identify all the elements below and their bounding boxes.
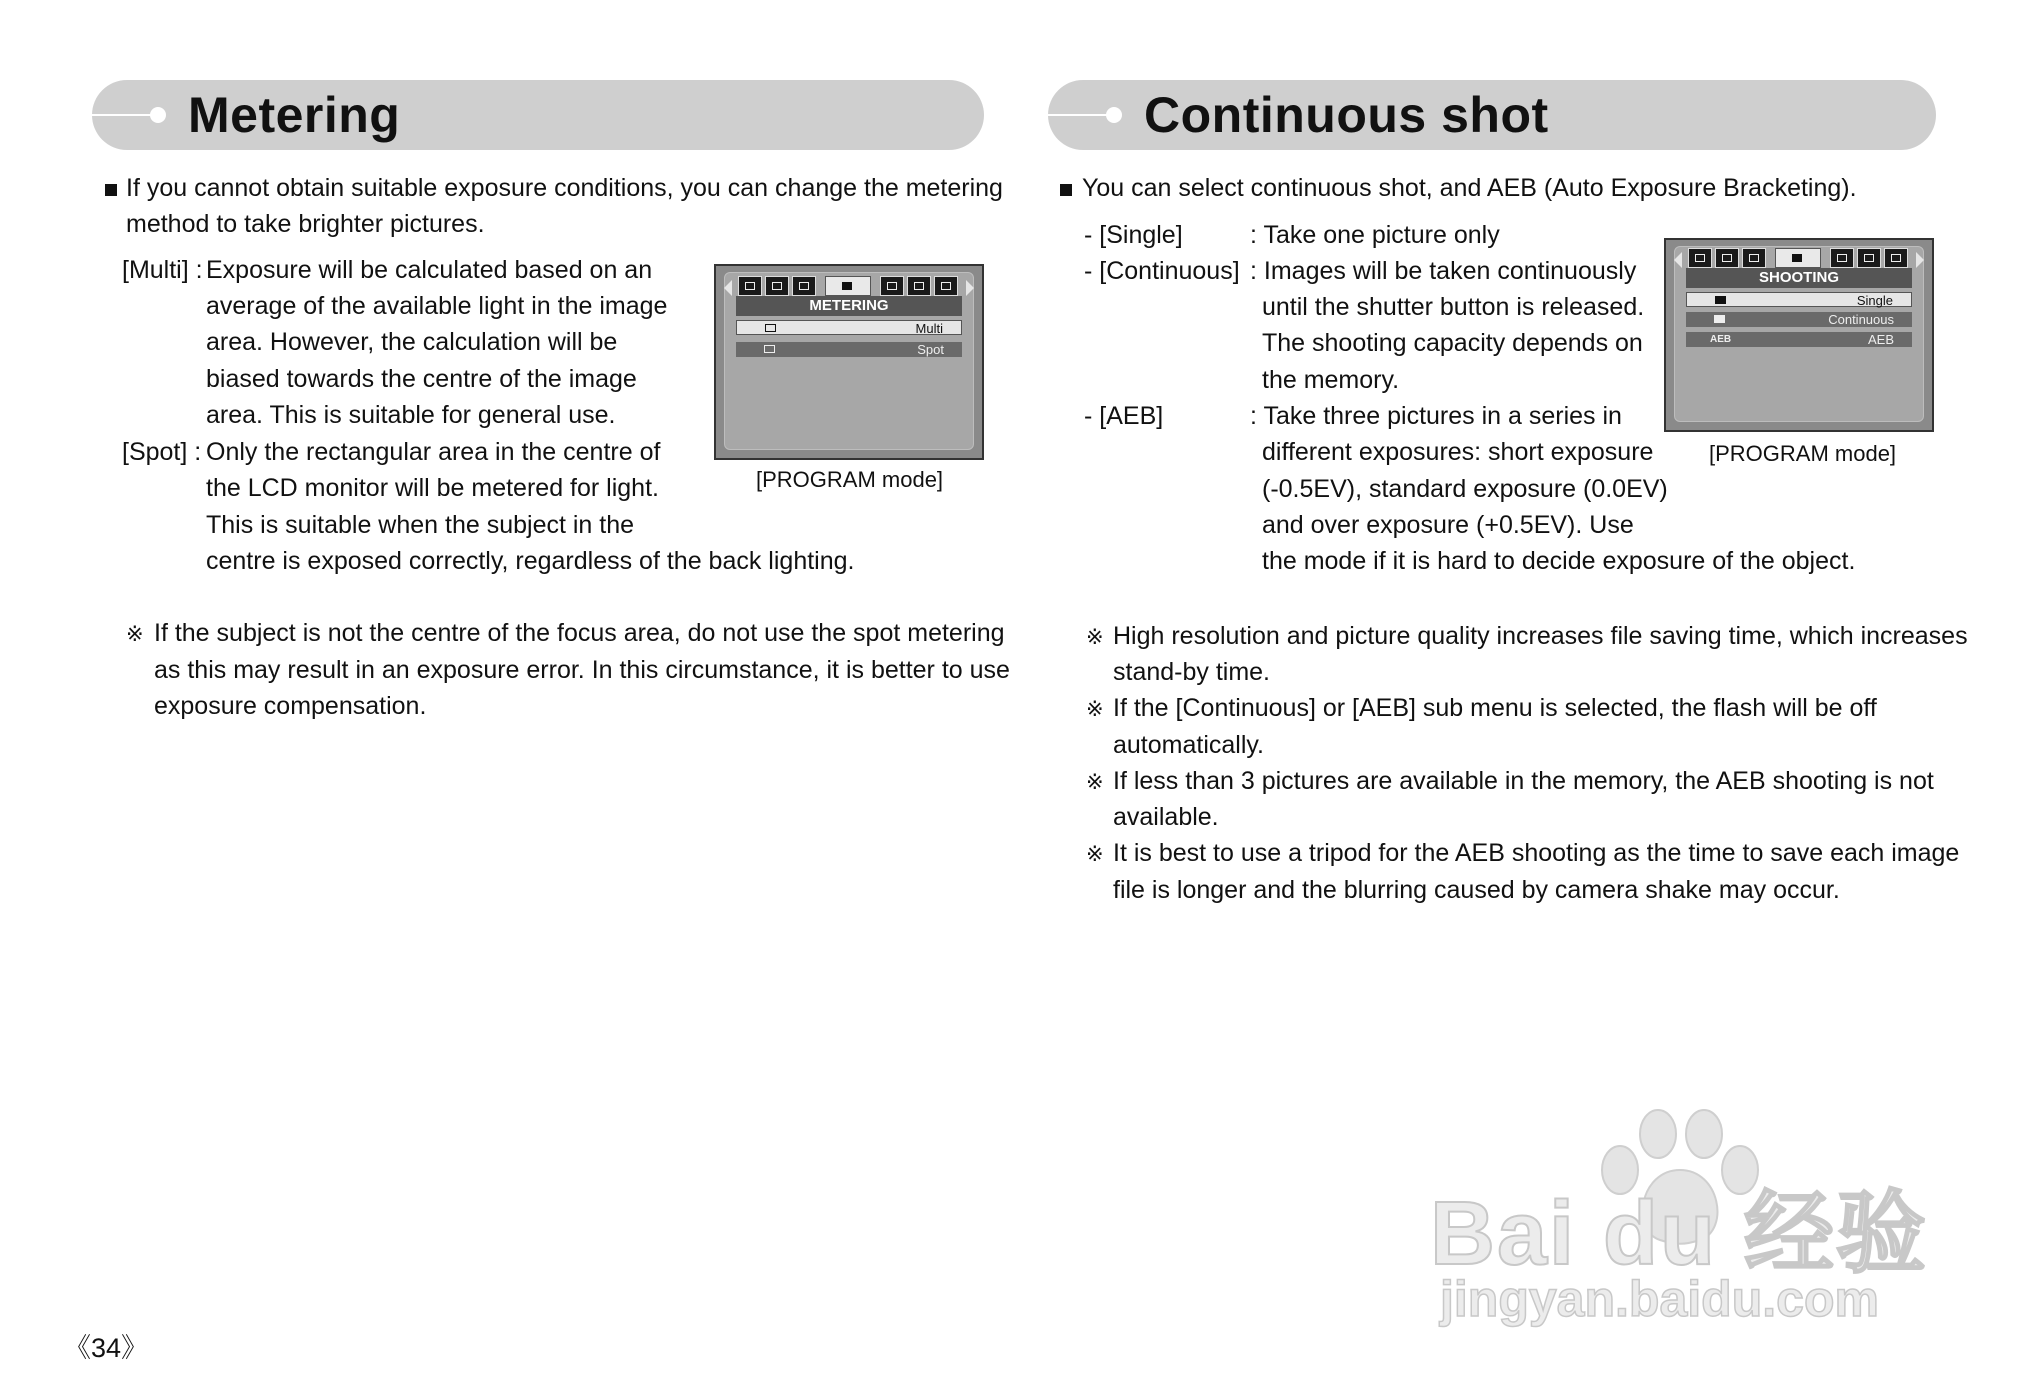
note-line: If less than 3 pictures are available in the memory, the AEB shooting is not bbox=[1113, 767, 1934, 795]
quality-icon bbox=[792, 276, 816, 296]
spot-metering-icon bbox=[764, 345, 775, 353]
multi-line: Exposure will be calculated based on an bbox=[206, 256, 653, 284]
continuous-line: until the shutter button is released. bbox=[1262, 293, 1645, 321]
exposure-icon bbox=[1884, 248, 1908, 268]
lcd-option-aeb bbox=[1686, 332, 1912, 347]
note-line: file is longer and the blurring caused by camera shake may occur. bbox=[1113, 876, 1840, 904]
intro-text: You can select continuous shot, and AEB (Auto Exposure Bracketing). bbox=[1082, 174, 1857, 202]
page-number: 《34》 bbox=[64, 1333, 149, 1363]
single-shot-icon bbox=[1715, 296, 1726, 304]
continuous-line: the memory. bbox=[1262, 366, 1400, 394]
lcd-menu-title: SHOOTING bbox=[1686, 268, 1912, 288]
menu-tab-icons bbox=[738, 276, 958, 296]
note-line: If the subject is not the centre of the focus area, do not use the spot metering bbox=[154, 619, 1005, 647]
multi-line: average of the available light in the image bbox=[206, 292, 668, 320]
intro-text: If you cannot obtain suitable exposure conditions, you can change the metering bbox=[126, 174, 1003, 202]
multi-line: biased towards the centre of the image bbox=[206, 365, 637, 393]
camera-mode-icon bbox=[738, 276, 762, 296]
note-line: exposure compensation. bbox=[154, 692, 427, 720]
lcd-caption: [PROGRAM mode] bbox=[1709, 441, 1897, 466]
metering-icon bbox=[825, 276, 871, 296]
note-line: automatically. bbox=[1113, 731, 1264, 759]
note-mark: ※ bbox=[1086, 625, 1104, 649]
aeb-line: : Take three pictures in a series in bbox=[1250, 402, 1622, 430]
aeb-line: (-0.5EV), standard exposure (0.0EV) bbox=[1262, 475, 1668, 503]
spot-line: This is suitable when the subject in the bbox=[206, 511, 635, 539]
header-dot bbox=[1106, 107, 1122, 123]
size-icon bbox=[1688, 248, 1712, 268]
single-text: : Take one picture only bbox=[1250, 221, 1500, 249]
spot-line: centre is exposed correctly, regardless of the back lighting. bbox=[206, 547, 855, 575]
multi-line: area. However, the calculation will be bbox=[206, 328, 618, 356]
quality-icon bbox=[1715, 248, 1739, 268]
option-label: Multi bbox=[915, 321, 943, 336]
continuous-line: : Images will be taken continuously bbox=[1250, 257, 1637, 285]
multi-line: area. This is suitable for general use. bbox=[206, 401, 616, 429]
wb-icon bbox=[934, 276, 958, 296]
aeb-line: the mode if it is hard to decide exposure of the object. bbox=[1262, 547, 1856, 575]
note-mark: ※ bbox=[1086, 770, 1104, 794]
spot-line: Only the rectangular area in the centre of bbox=[206, 438, 661, 466]
note-mark: ※ bbox=[126, 622, 144, 646]
continuous-label: - [Continuous] bbox=[1084, 257, 1240, 285]
aeb-line: and over exposure (+0.5EV). Use bbox=[1262, 511, 1634, 539]
spot-line: the LCD monitor will be metered for light. bbox=[206, 474, 659, 502]
watermark-logo-text: Bai du 经验 bbox=[1430, 1184, 1929, 1284]
intro-text: method to take brighter pictures. bbox=[126, 210, 485, 238]
header-dot bbox=[150, 107, 166, 123]
metering-icon bbox=[1742, 248, 1766, 268]
size-icon bbox=[765, 276, 789, 296]
metering-header bbox=[92, 80, 984, 150]
multi-metering-icon bbox=[765, 324, 776, 332]
lcd-option-spot bbox=[736, 342, 962, 357]
note-line: It is best to use a tripod for the AEB shooting as the time to save each image bbox=[1113, 839, 1960, 867]
shooting-lcd-screen bbox=[1664, 238, 1934, 432]
drive-icon bbox=[880, 276, 904, 296]
continuous-line: The shooting capacity depends on bbox=[1262, 329, 1643, 357]
lcd-option-single bbox=[1686, 292, 1912, 307]
aeb-label: - [AEB] bbox=[1084, 402, 1164, 430]
wb-icon bbox=[1857, 248, 1881, 268]
left-arrow-icon bbox=[1674, 252, 1682, 268]
option-label: Spot bbox=[917, 342, 944, 357]
aeb-icon: AEB bbox=[1710, 334, 1732, 345]
header-line bbox=[92, 114, 152, 116]
note-line: If the [Continuous] or [AEB] sub menu is selected, the flash will be off bbox=[1113, 694, 1877, 722]
metering-lcd-screen bbox=[714, 264, 984, 460]
option-label: Continuous bbox=[1828, 312, 1894, 327]
multi-label: [Multi] : bbox=[122, 256, 203, 284]
spot-label: [Spot] : bbox=[122, 438, 202, 466]
bullet-square bbox=[105, 184, 117, 196]
right-arrow-icon bbox=[1916, 252, 1924, 268]
note-mark: ※ bbox=[1086, 842, 1104, 866]
menu-tab-icons bbox=[1688, 248, 1908, 268]
lcd-caption: [PROGRAM mode] bbox=[756, 467, 944, 492]
iso-icon bbox=[1830, 248, 1854, 268]
page-title: Continuous shot bbox=[1144, 87, 1549, 143]
drive-icon bbox=[1775, 248, 1821, 268]
baidu-watermark bbox=[1430, 1100, 1930, 1340]
single-label: - [Single] bbox=[1084, 221, 1183, 249]
lcd-option-multi bbox=[736, 320, 962, 335]
left-arrow-icon bbox=[724, 280, 732, 296]
watermark-url: jingyan.baidu.com bbox=[1440, 1271, 1879, 1327]
note-line: as this may result in an exposure error. In this circumstance, it is better to use bbox=[154, 656, 1010, 684]
aeb-line: different exposures: short exposure bbox=[1262, 438, 1654, 466]
option-label: Single bbox=[1856, 293, 1893, 308]
continuous-shot-icon bbox=[1714, 315, 1725, 323]
iso-icon bbox=[907, 276, 931, 296]
note-line: stand-by time. bbox=[1113, 658, 1271, 686]
bullet-square bbox=[1060, 184, 1072, 196]
header-line bbox=[1048, 114, 1108, 116]
option-label: AEB bbox=[1867, 332, 1894, 347]
note-mark: ※ bbox=[1086, 697, 1104, 721]
note-line: High resolution and picture quality increases file saving time, which increases bbox=[1113, 622, 1968, 650]
right-arrow-icon bbox=[966, 280, 974, 296]
note-line: available. bbox=[1113, 803, 1219, 831]
lcd-option-continuous bbox=[1686, 312, 1912, 327]
continuous-shot-header bbox=[1048, 80, 1936, 150]
lcd-menu-title: METERING bbox=[736, 296, 962, 316]
page-title: Metering bbox=[188, 87, 401, 143]
